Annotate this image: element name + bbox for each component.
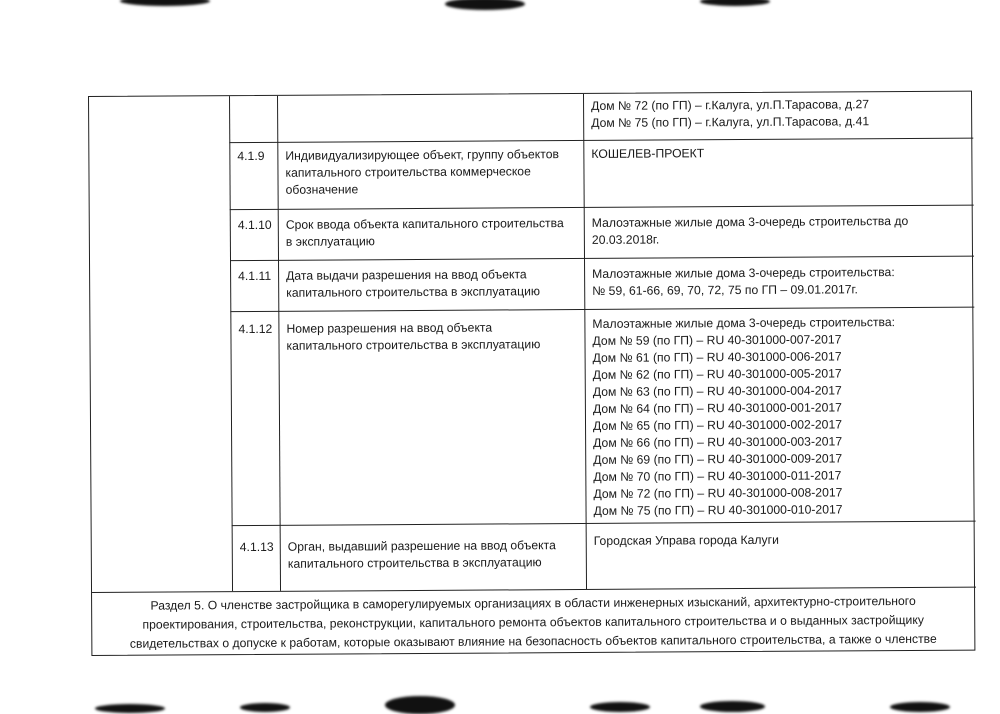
value-line: Дом № 75 (по ГП) – г.Калуга, ул.П.Тарасова, д.41 bbox=[591, 114, 870, 130]
section-line: свидетельствах о допуске к работам, которые оказывают влияние на безопасность объектов капитального строительства, а также о членстве bbox=[129, 631, 937, 651]
permit-line: Дом № 62 (по ГП) – RU 40-301000-005-2017 bbox=[592, 366, 842, 382]
row-value bbox=[592, 264, 895, 300]
permit-line: Дом № 65 (по ГП) – RU 40-301000-002-2017 bbox=[592, 417, 843, 433]
row-divider bbox=[230, 307, 974, 313]
label-line: Номер разрешения на ввод объекта bbox=[286, 320, 493, 336]
scan-smudge-bottom-5 bbox=[700, 701, 765, 712]
scan-smudge-bottom-2 bbox=[240, 703, 290, 712]
value-line: 20.03.2018г. bbox=[591, 232, 660, 247]
label-line: капитального строительства коммерческое bbox=[285, 164, 531, 180]
column-divider-left bbox=[229, 96, 233, 591]
label-line: капитального строительства в эксплуатацию bbox=[286, 337, 541, 353]
row-divider bbox=[232, 521, 976, 527]
permit-line: Дом № 66 (по ГП) – RU 40-301000-003-2017 bbox=[593, 434, 843, 450]
scan-smudge-bottom-3 bbox=[385, 696, 455, 714]
row-divider bbox=[230, 205, 974, 211]
value-line: КОШЕЛЕВ-ПРОЕКТ bbox=[591, 146, 705, 161]
permit-line: Дом № 59 (по ГП) – RU 40-301000-007-2017 bbox=[592, 332, 842, 348]
section-line: Раздел 5. О членстве застройщика в саморегулируемых организациях в области инженерных изысканий, архитектурно-строительного bbox=[150, 593, 916, 613]
value-line: Малоэтажные жилые дома 3-очередь строительства: bbox=[592, 315, 896, 331]
row-value bbox=[591, 96, 869, 132]
developer-declaration-table bbox=[88, 91, 975, 656]
row-label bbox=[286, 319, 540, 355]
permit-line: Дом № 70 (по ГП) – RU 40-301000-011-2017 bbox=[593, 468, 842, 484]
row-number: 4.1.11 bbox=[238, 268, 272, 284]
scan-smudge-top-right bbox=[700, 0, 770, 6]
column-divider-value bbox=[583, 94, 587, 589]
label-line: Орган, выдавший разрешение на ввод объекта bbox=[287, 538, 556, 554]
scan-smudge-bottom-6 bbox=[890, 702, 950, 712]
label-line: капитального строительства в эксплуатацию bbox=[287, 555, 542, 571]
row-label bbox=[286, 215, 564, 251]
row-number: 4.1.12 bbox=[238, 321, 273, 337]
column-divider-number bbox=[277, 96, 281, 591]
row-divider bbox=[229, 138, 973, 144]
row-value bbox=[591, 145, 704, 163]
permit-line: Дом № 63 (по ГП) – RU 40-301000-004-2017 bbox=[592, 383, 842, 399]
row-value bbox=[594, 532, 779, 550]
row-label bbox=[288, 537, 556, 573]
permit-line: Дом № 64 (по ГП) – RU 40-301000-001-2017 bbox=[592, 400, 842, 416]
scan-smudge-bottom-4 bbox=[590, 702, 650, 712]
row-label bbox=[286, 266, 540, 302]
row-number: 4.1.13 bbox=[239, 539, 274, 555]
permit-line: Дом № 69 (по ГП) – RU 40-301000-009-2017 bbox=[593, 451, 843, 467]
label-line: обозначение bbox=[285, 182, 359, 197]
value-line: Дом № 72 (по ГП) – г.Калуга, ул.П.Тарасова, д.27 bbox=[591, 97, 870, 113]
row-divider bbox=[230, 256, 974, 262]
permit-line: Дом № 75 (по ГП) – RU 40-301000-010-2017 bbox=[593, 502, 843, 518]
value-line: Малоэтажные жилые дома 3-очередь строительства до bbox=[591, 213, 909, 230]
value-line: № 59, 61-66, 69, 70, 72, 75 по ГП – 09.01.2017г. bbox=[592, 282, 858, 298]
section-line: проектирования, строительства, реконструкции, капитального ремонта объектов капитального строительства и о выданных застройщику bbox=[142, 612, 924, 632]
label-line: Дата выдачи разрешения на ввод объекта bbox=[286, 267, 527, 283]
row-number: 4.1.10 bbox=[237, 217, 272, 233]
permit-number-list bbox=[592, 314, 896, 520]
permit-line: Дом № 72 (по ГП) – RU 40-301000-008-2017 bbox=[593, 485, 843, 501]
label-line: Срок ввода объекта капитального строительства bbox=[285, 216, 564, 232]
label-line: капитального строительства в эксплуатацию bbox=[286, 284, 541, 300]
row-number: 4.1.9 bbox=[237, 148, 265, 164]
scan-smudge-top-left bbox=[120, 0, 210, 6]
scan-smudge-top-center bbox=[445, 0, 525, 10]
label-line: Индивидуализирующее объект, группу объектов bbox=[285, 147, 559, 163]
section-5-heading bbox=[92, 592, 974, 654]
row-value bbox=[592, 213, 909, 249]
row-label bbox=[285, 146, 559, 199]
permit-line: Дом № 61 (по ГП) – RU 40-301000-006-2017 bbox=[592, 349, 842, 365]
label-line: в эксплуатацию bbox=[285, 234, 375, 249]
value-line: Малоэтажные жилые дома 3-очередь строительства: bbox=[592, 265, 895, 281]
value-line: Городская Управа города Калуги bbox=[593, 532, 779, 548]
